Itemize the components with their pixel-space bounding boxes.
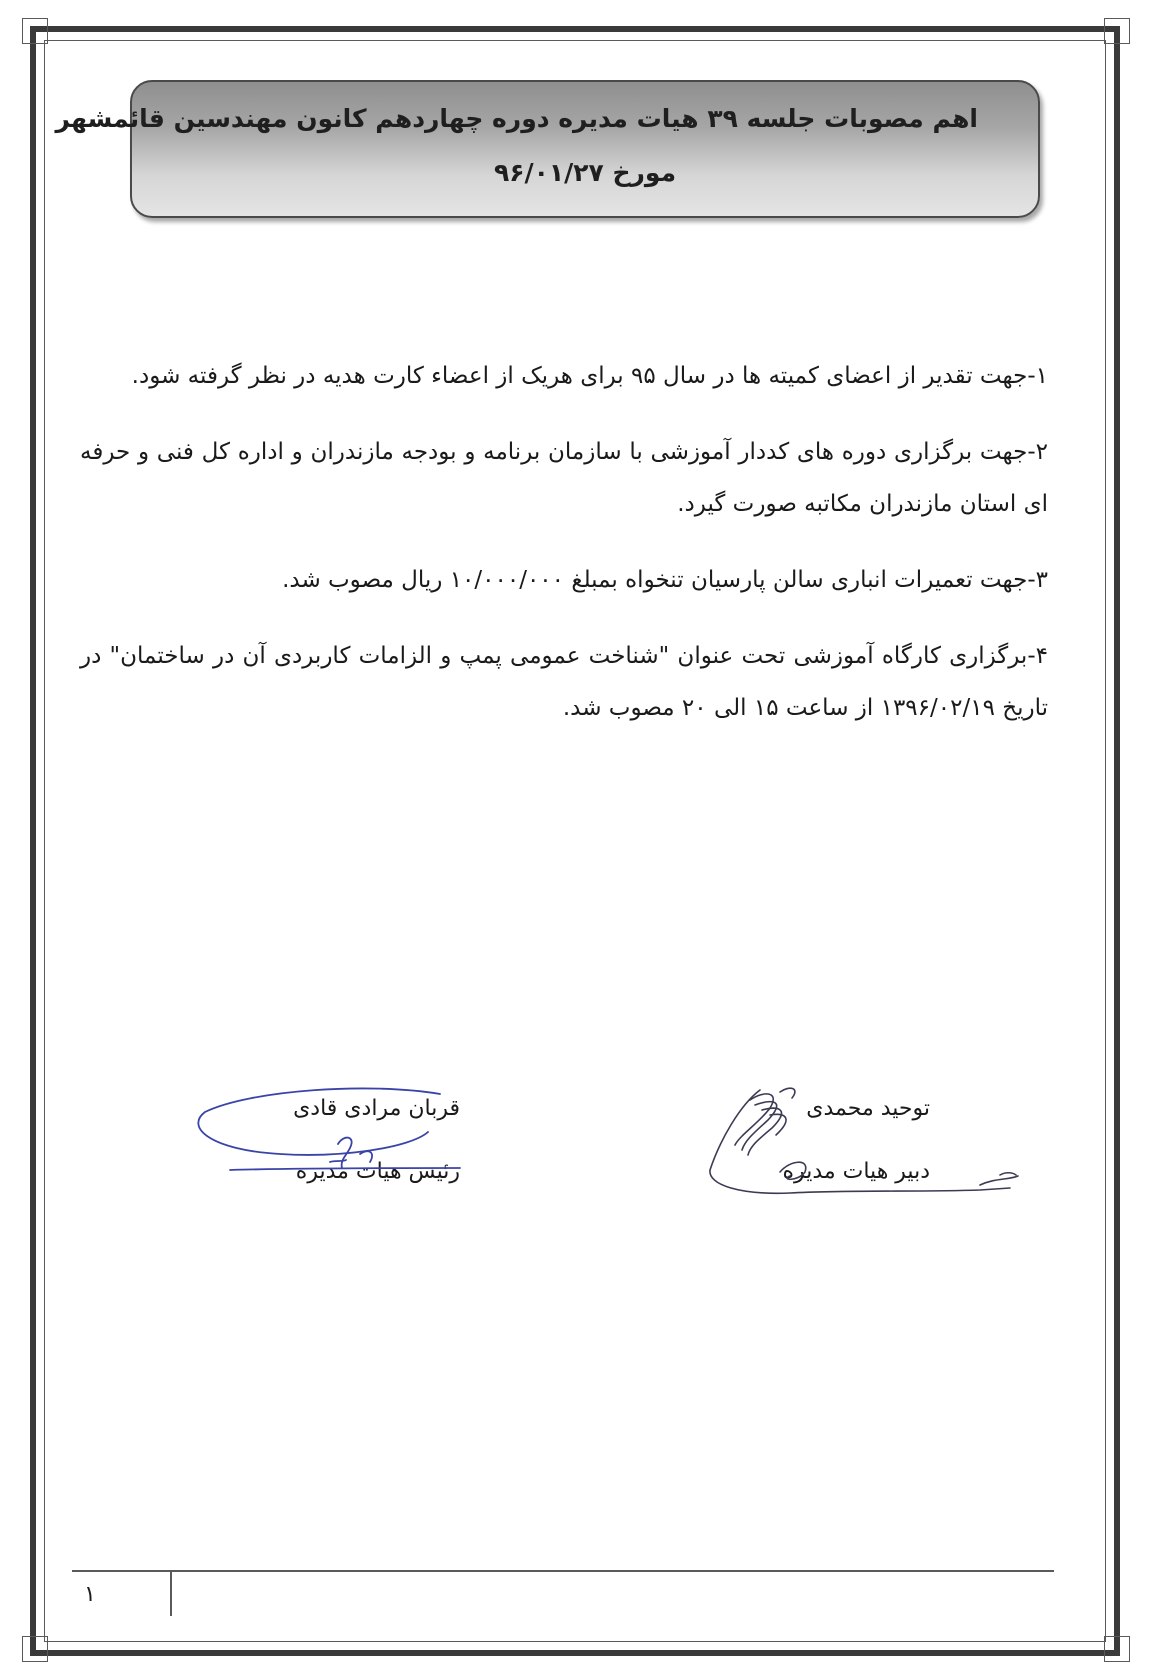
document-date: مورخ ۹۶/۰۱/۲۷ — [493, 158, 677, 187]
signatory-name-chairman: قربان مرادی قادی — [293, 1096, 460, 1121]
frame-corner-bottom-left — [22, 1636, 48, 1662]
document-title: اهم مصوبات جلسه ۳۹ هیات مدیره دوره چهاردهم کانون مهندسین قائمشهر — [55, 104, 978, 133]
frame-corner-bottom-right — [1104, 1636, 1130, 1662]
resolutions-list — [80, 350, 1048, 758]
page-number: ۱ — [84, 1582, 96, 1607]
document-title-box — [55, 80, 1040, 218]
signatory-name-secretary: توحید محمدی — [806, 1096, 930, 1121]
resolution-item-1: ۱-جهت تقدیر از اعضای کمیته ها در سال ۹۵ برای هریک از اعضاء کارت هدیه در نظر گرفته شود. — [131, 363, 1048, 389]
signatory-role-secretary: دبیر هیات مدیره — [782, 1159, 930, 1184]
signatory-role-chairman: رئیس هیات مدیره — [295, 1159, 460, 1184]
frame-corner-top-left — [22, 18, 48, 44]
footer-divider-tick — [170, 1570, 172, 1616]
handwritten-signature-secretary — [680, 1080, 1080, 1210]
resolution-item-4: ۴-برگزاری کارگاه آموزشی تحت عنوان "شناخت عمومی پمپ و الزامات کاربردی آن در ساختمان" در تاریخ ۱۳۹۶/۰۲/۱۹ از ساعت ۱۵ الی ۲۰ مصوب شد. — [80, 643, 1048, 721]
footer-divider — [72, 1570, 1054, 1572]
resolution-item-2: ۲-جهت برگزاری دوره های کددار آموزشی با سازمان برنامه و بودجه مازندران و اداره کل فنی و حرفه ای استان مازندران مکاتبه صورت گیرد. — [80, 439, 1048, 517]
handwritten-signature-chairman — [190, 1082, 470, 1192]
resolution-item-3: ۳-جهت تعمیرات انباری سالن پارسیان تنخواه بمبلغ ۱۰/۰۰۰/۰۰۰ ریال مصوب شد. — [282, 567, 1048, 593]
frame-corner-top-right — [1104, 18, 1130, 44]
page-border-inner — [44, 40, 1106, 1642]
